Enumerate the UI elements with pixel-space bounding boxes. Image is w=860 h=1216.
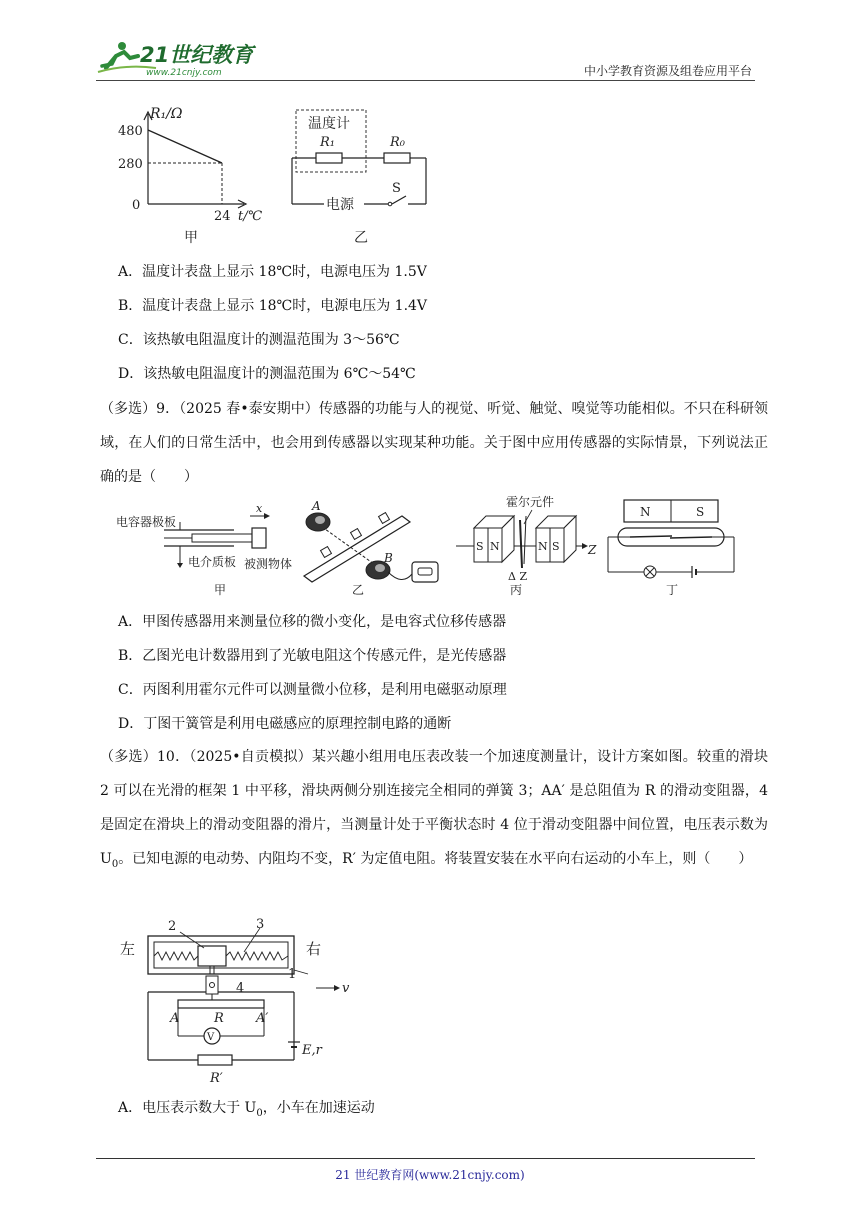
bing-n2: N (538, 540, 548, 553)
q8-option-b[interactable]: B．温度计表盘上显示 18℃时，电源电压为 1.4V (118, 298, 428, 314)
q9-fig-yi (304, 499, 438, 597)
graph-caption: 甲 (184, 230, 198, 246)
ding-s: S (696, 505, 705, 519)
thermometer-label: 温度计 (308, 116, 350, 132)
bing-s1: S (476, 540, 484, 553)
graph-x-label: t/℃ (238, 209, 263, 224)
q8-option-a[interactable]: A．温度计表盘上显示 18℃时，电源电压为 1.5V (118, 264, 427, 280)
bing-n1: N (490, 540, 500, 553)
graph-origin: 0 (132, 198, 141, 213)
q10-n4-label: 4 (236, 981, 245, 996)
q10-r-label: R (214, 1011, 224, 1026)
q10-n1-label: 1 (288, 967, 297, 982)
yi-a-label: A (312, 499, 321, 513)
q9-figure (112, 494, 752, 602)
platform-title: 中小学教育资源及组卷应用平台 (583, 64, 752, 78)
bing-caption: 丙 (510, 583, 523, 597)
bing-dz-label: Δ Z (508, 570, 528, 583)
q9-option-c[interactable]: C．丙图利用霍尔元件可以测量微小位移，是利用电磁驱动原理 (118, 682, 507, 698)
yi-caption: 乙 (352, 583, 365, 597)
battery-label: E,r (302, 1043, 322, 1058)
q9-stem: （多选）9．（2025 春•泰安期中）传感器的功能与人的视觉、听觉、触觉、嗅觉等功能相似。不只在科研领域，在人们的日常生活中，也会用到传感器以实现某种功能。关于图中应用传感器的实际情景，下列说法正确的是（ ） (100, 401, 768, 485)
logo-text: 21世纪教育 (140, 43, 254, 67)
q10-stem-sub: 0 (111, 858, 119, 870)
jia-plate-label: 电容器极板 (116, 515, 177, 529)
q10-option-a-post: ，小车在加速运动 (262, 1100, 375, 1116)
q9-option-d[interactable]: D．丁图干簧管是利用电磁感应的原理控制电路的通断 (118, 716, 452, 732)
q10-stem (100, 740, 768, 882)
q8-option-c[interactable]: C．该热敏电阻温度计的测温范围为 3～56℃ (118, 332, 400, 348)
voltmeter-label: V (207, 1032, 215, 1043)
graph-y-label: R₁/Ω (150, 106, 183, 122)
ding-n: N (640, 505, 651, 519)
jia-dielectric-label: 电介质板 (188, 555, 237, 569)
q8-circuit (292, 110, 426, 246)
q10-stem-post: 。已知电源的电动势、内阻均不变，R′ 为定值电阻。将装置安装在水平向右运动的小车上，则（ ） (118, 851, 753, 867)
ding-caption: 丁 (666, 583, 679, 597)
power-source-label: 电源 (326, 197, 354, 213)
q10-stem-pre: （多选）10．（2025•自贡模拟）某兴趣小组用电压表改装一个加速度测量计，设计方案如图。较重的滑块 2 可以在光滑的框架 1 中平移，滑块两侧分别连接完全相同的弹簧 3；AA′ 是总阻值为 R 的滑动变阻器，4 是固定在滑块上的滑动变阻器的滑片，当测量计处于平衡状态时 4 位于滑动变阻器中间位置，电压表示数为 U (100, 749, 768, 867)
jia-caption: 甲 (214, 583, 227, 597)
logo-url: www.21cnjy.com (146, 68, 222, 78)
site-logo (96, 38, 266, 78)
footer-link[interactable]: 21 世纪教育网(www.21cnjy.com) (335, 1168, 525, 1182)
q8-graph (118, 106, 263, 246)
q10-option-a-pre: A．电压表示数大于 U (118, 1100, 257, 1116)
q8-option-d[interactable]: D．该热敏电阻温度计的测温范围为 6℃～54℃ (118, 366, 416, 382)
hall-element-label: 霍尔元件 (506, 495, 555, 509)
q10-left-label: 左 (120, 940, 136, 958)
graph-x-tick-24: 24 (214, 209, 231, 224)
jia-x-label: x (256, 502, 263, 515)
q8-figure (116, 100, 436, 248)
q9-fig-bing (456, 494, 597, 597)
q9-fig-jia (116, 502, 292, 597)
q9-option-a[interactable]: A．甲图传感器用来测量位移的微小变化，是电容式位移传感器 (118, 614, 507, 630)
jia-object-label: 被测物体 (244, 557, 293, 571)
r0-label: R₀ (390, 135, 405, 150)
q10-option-a-sub: 0 (256, 1107, 263, 1119)
rprime-label: R′ (210, 1071, 223, 1086)
yi-b-label: B (384, 551, 393, 565)
q10-n2-label: 2 (168, 919, 177, 934)
graph-y-tick-480: 480 (118, 124, 143, 139)
r1-label: R₁ (320, 135, 335, 150)
q9-option-b[interactable]: B．乙图光电计数器用到了光敏电阻这个传感元件，是光传感器 (118, 648, 507, 664)
footer-rule (96, 1158, 755, 1159)
circuit-caption: 乙 (354, 230, 368, 246)
q10-option-a[interactable] (118, 1098, 375, 1124)
switch-label: S (392, 181, 401, 196)
q9-fig-ding (608, 500, 734, 597)
q10-n3-label: 3 (256, 917, 265, 932)
graph-y-tick-280: 280 (118, 157, 143, 172)
header-rule (96, 80, 755, 81)
q10-v-label: v (342, 981, 350, 996)
bing-s2: S (552, 540, 560, 553)
q10-right-label: 右 (306, 940, 322, 958)
q10-a-label: A (170, 1011, 180, 1026)
q10-figure (112, 908, 352, 1088)
q10-aprime-label: A′ (256, 1011, 269, 1026)
bing-z-label: Z (588, 543, 597, 557)
